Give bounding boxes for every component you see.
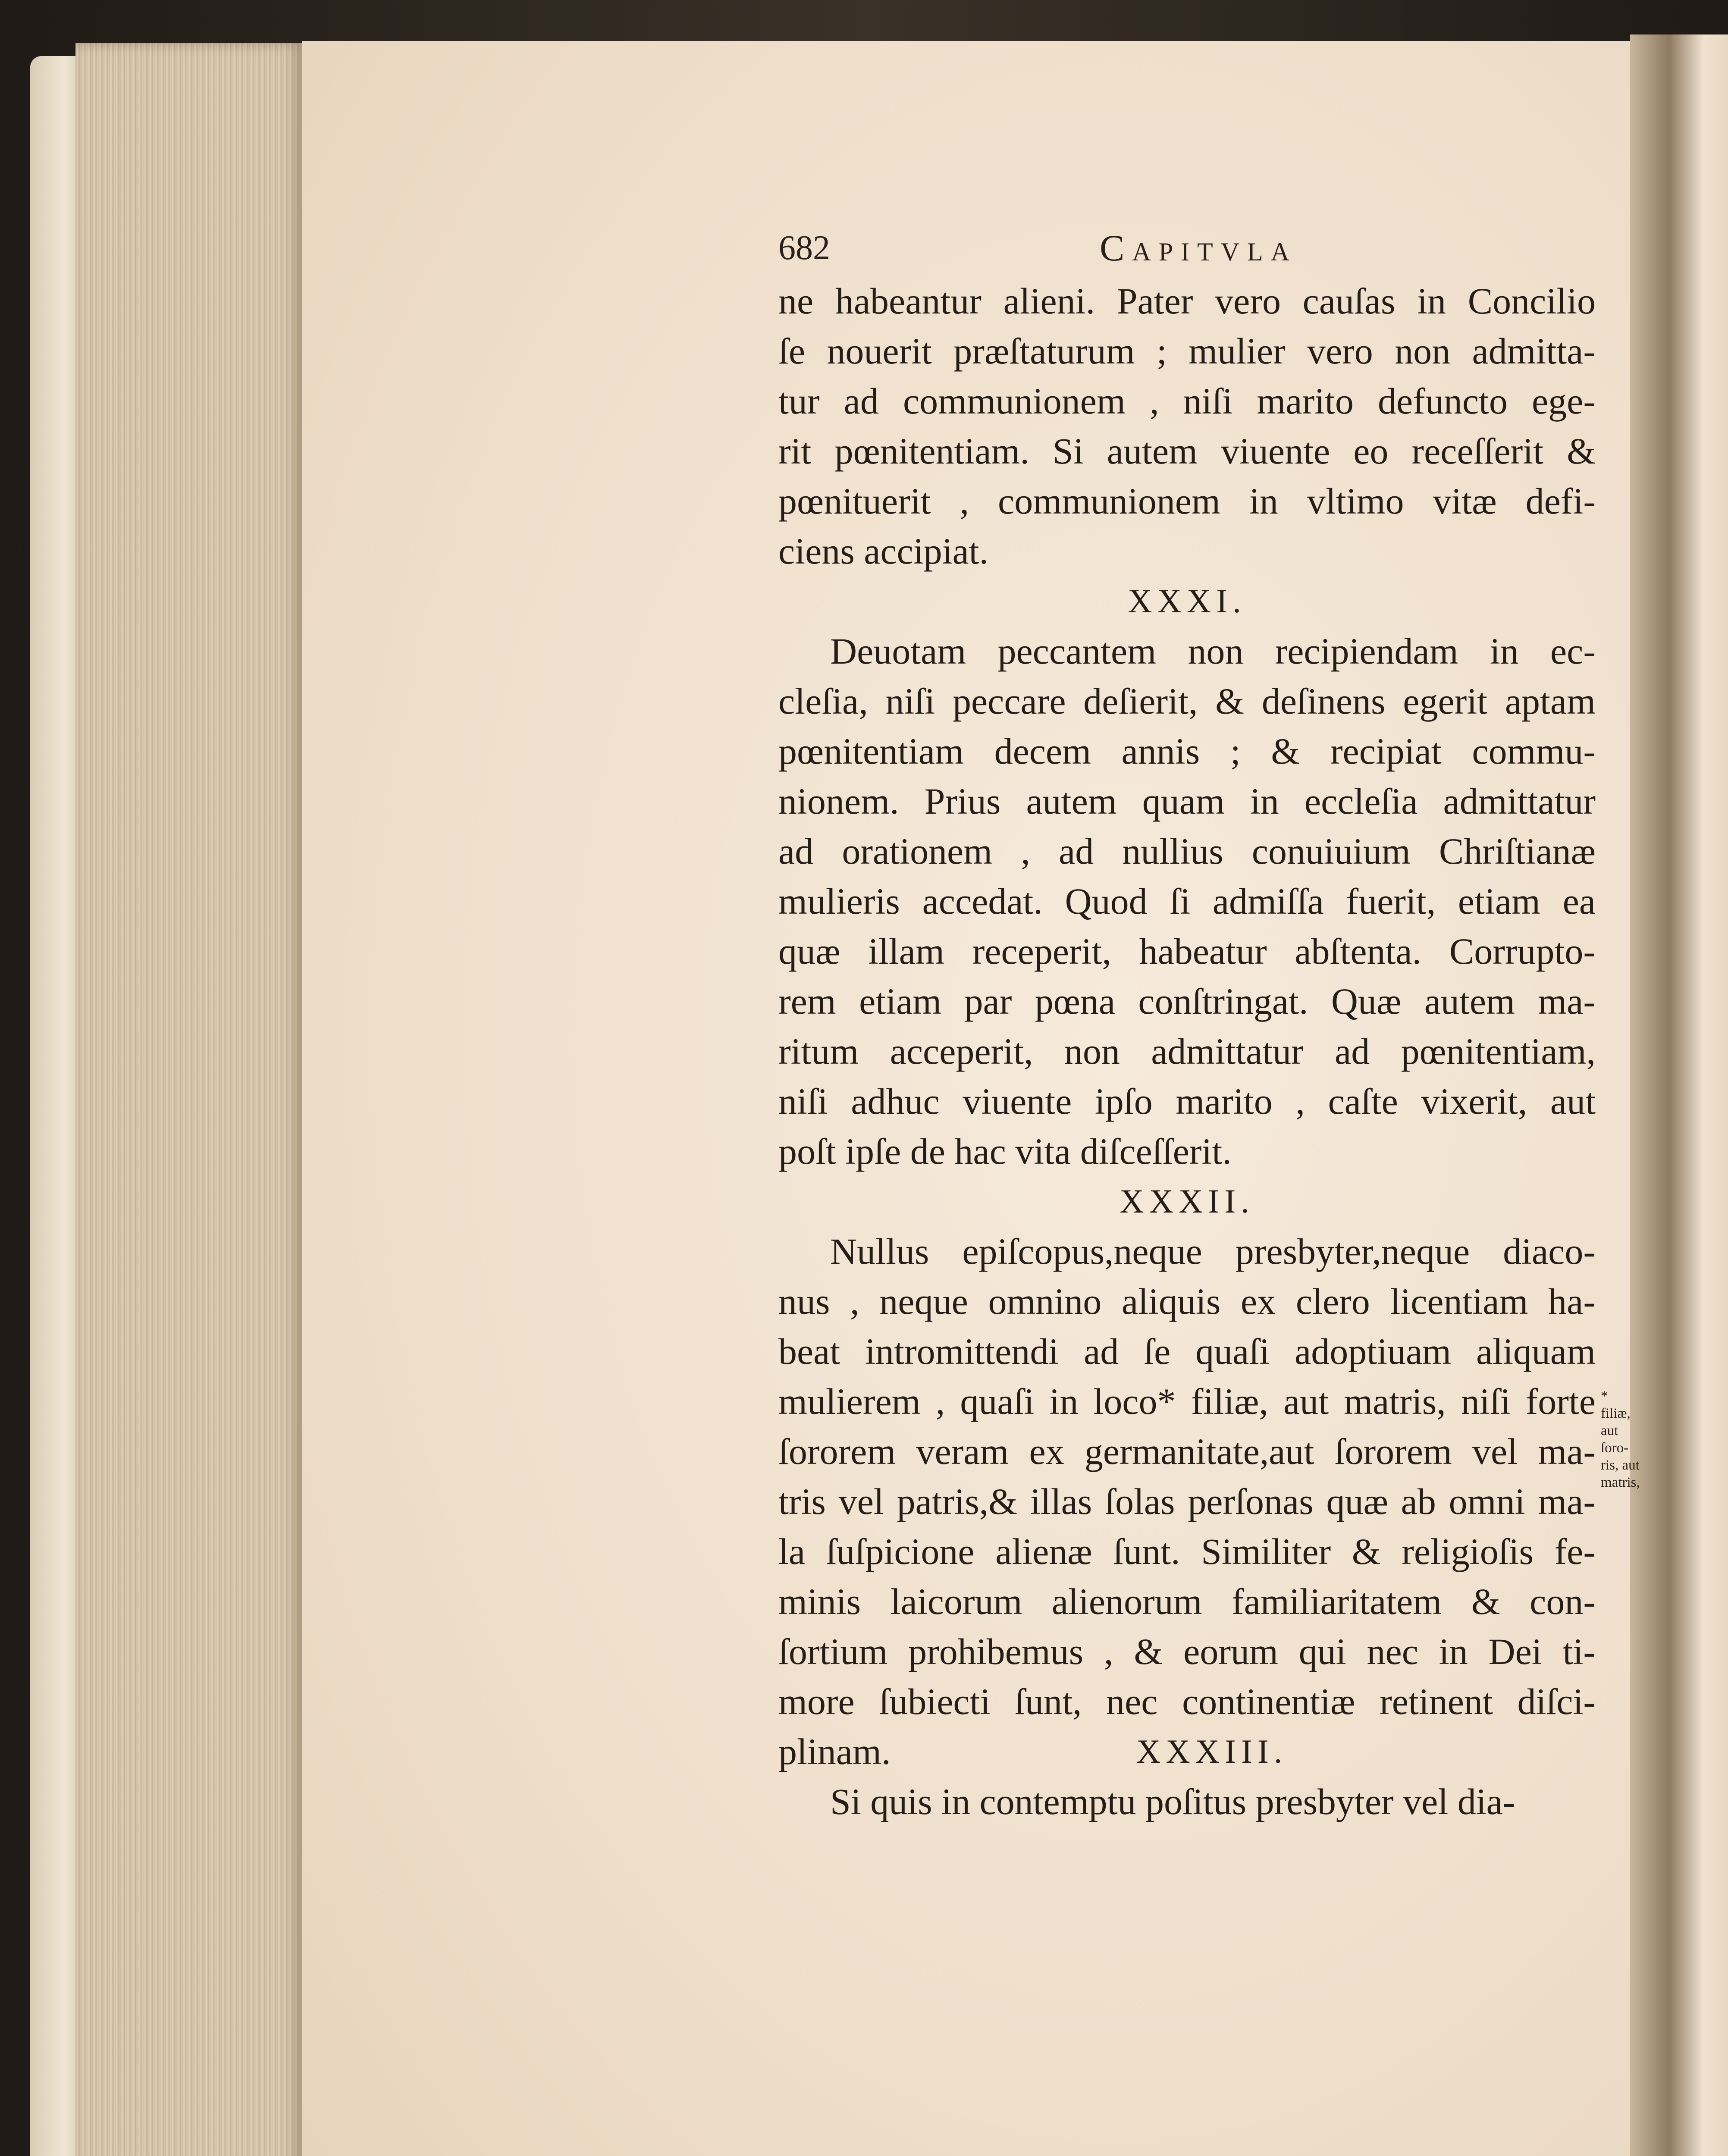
text-line: rit pœnitentiam. Si autem viuente eo receſſerit & <box>778 430 1596 472</box>
text-line: ſe nouerit præſtaturum ; mulier vero non admitta- <box>778 330 1596 372</box>
text-line: Deuotam peccantem non recipiendam in ec- <box>830 630 1596 672</box>
chapter-number: XXXIII. <box>1136 1733 1288 1770</box>
marginal-note-line: matris, <box>1601 1475 1640 1490</box>
text-line: mulieris accedat. Quod ſi admiſſa fuerit, etiam ea <box>778 881 1596 922</box>
text-line: nus , neque omnino aliquis ex clero licentiam ha- <box>778 1281 1596 1322</box>
text-line <box>778 1727 1596 1777</box>
text-line: more ſubiecti ſunt, nec continentiæ retinent diſci- <box>778 1681 1596 1722</box>
marginal-note-line: * filiæ, <box>1601 1388 1631 1421</box>
marginal-note <box>1601 1388 1640 1491</box>
text-line: nionem. Prius autem quam in eccleſia admittatur <box>778 780 1596 822</box>
text-line: pœnituerit , communionem in vltimo vitæ defi- <box>778 480 1596 522</box>
running-header <box>778 222 1512 274</box>
text-line: quæ illam receperit, habeatur abſtenta. Corrupto- <box>778 931 1596 972</box>
text-line: la ſuſpicione alienæ ſunt. Similiter & religioſis fe- <box>778 1531 1596 1572</box>
marginal-note-line: aut ſoro- <box>1601 1423 1629 1456</box>
chapter-number: XXXII. <box>1120 1182 1254 1220</box>
text-line: pœnitentiam decem annis ; & recipiat commu- <box>778 730 1596 772</box>
marginal-note-line: ris, aut <box>1601 1457 1640 1473</box>
text-line: ciens accipiat. <box>778 530 989 572</box>
book-gutter <box>1630 34 1728 2156</box>
running-title: Capitvla <box>1100 227 1298 269</box>
text-line: cleſia, niſi peccare deſierit, & deſinens egerit aptam <box>778 680 1596 722</box>
text-line: mulierem , quaſi in loco* filiæ, aut matris, niſi forte <box>778 1381 1596 1422</box>
text-line: ad orationem , ad nullius conuiuium Chriſtianæ <box>778 830 1596 872</box>
text-line: niſi adhuc viuente ipſo marito , caſte vixerit, aut <box>778 1081 1596 1122</box>
text-line: rem etiam par pœna conſtringat. Quæ autem ma- <box>778 981 1596 1022</box>
page-block-edge <box>75 43 304 2156</box>
text-line-end: plinam. <box>778 1731 891 1772</box>
chapter-number: XXXI. <box>1128 582 1246 620</box>
text-line: Si quis in contemptu poſitus presbyter vel dia- <box>830 1781 1515 1822</box>
text-line: beat intromittendi ad ſe quaſi adoptiuam aliquam <box>778 1331 1596 1372</box>
text-line: ne habeantur alieni. Pater vero cauſas in Concilio <box>778 280 1596 322</box>
text-line: ritum acceperit, non admittatur ad pœnitentiam, <box>778 1031 1596 1072</box>
text-line: poſt ipſe de hac vita diſceſſerit. <box>778 1131 1232 1172</box>
text-line: Nullus epiſcopus,neque presbyter,neque diaco- <box>830 1231 1596 1272</box>
text-line: minis laicorum alienorum familiaritatem & con- <box>778 1581 1596 1622</box>
text-line: tur ad communionem , niſi marito defuncto ege- <box>778 380 1596 422</box>
main-text <box>778 276 1596 1827</box>
text-line: ſortium prohibemus , & eorum qui nec in Dei ti- <box>778 1631 1596 1672</box>
text-line: ſororem veram ex germanitate,aut ſororem vel ma- <box>778 1431 1596 1472</box>
text-line: tris vel patris,& illas ſolas perſonas quæ ab omni ma- <box>778 1481 1596 1522</box>
page-number: 682 <box>778 229 830 267</box>
